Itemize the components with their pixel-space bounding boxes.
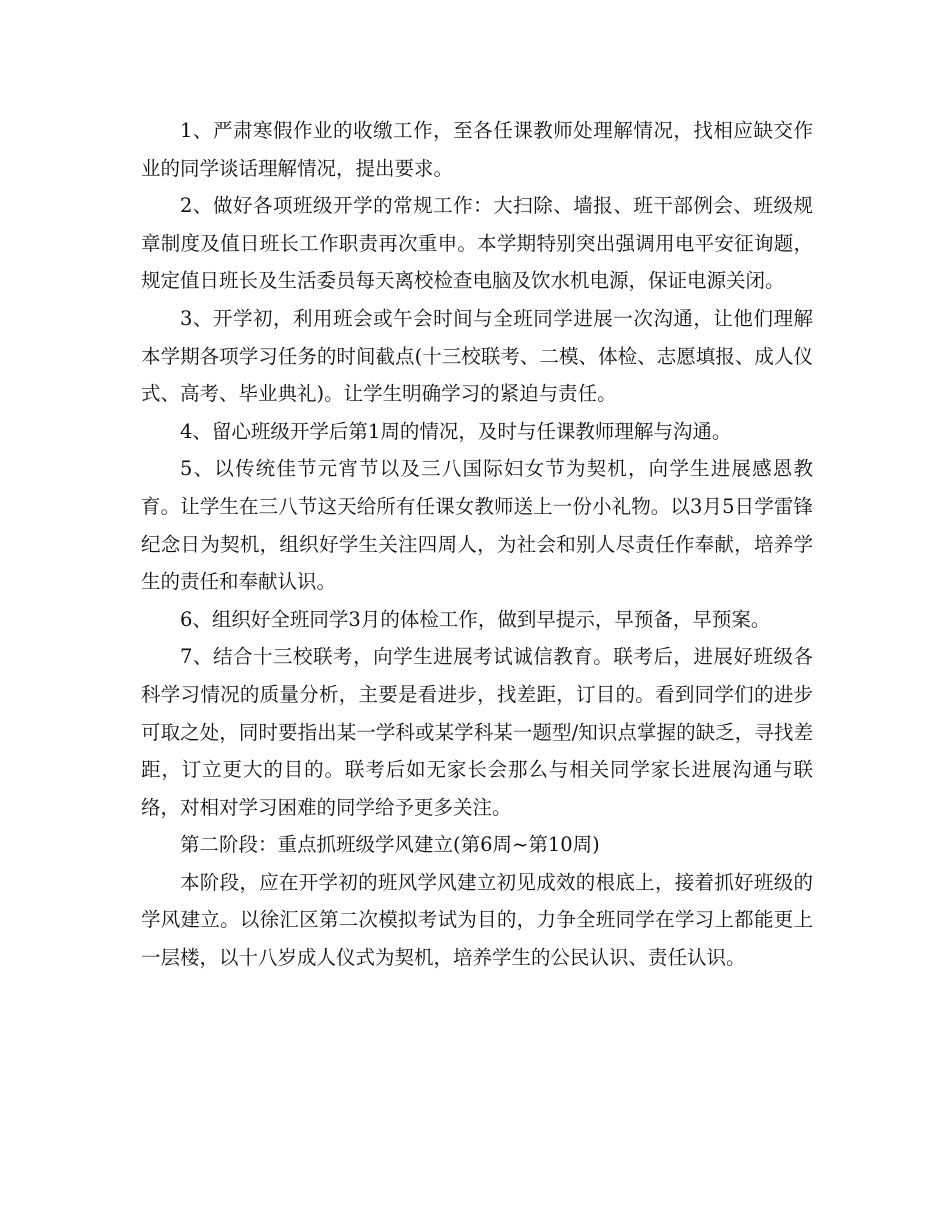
document-page [141, 112, 813, 977]
paragraph-item-6: 6、组织好全班同学3月的体检工作，做到早提示，早预备，早预案。 [180, 607, 771, 631]
paragraph-stage-two-intro: 本阶段，应在开学初的班风学风建立初见成效的根底上，接着抓好班级的学风建立。以徐汇区第二次模拟考试为目的，力争全班同学在学习上都能更上一层楼，以十八岁成人仪式为契机，培养学生的公民认识、责任认识。 [141, 870, 813, 970]
paragraph-item-5: 5、以传统佳节元宵节以及三八国际妇女节为契机，向学生进展感恩教育。让学生在三八节这天给所有任课女教师送上一份小礼物。以3月5日学雷锋纪念日为契机，组织好学生关注四周人，为社会和别人尽责任作奉献，培养学生的责任和奉献认识。 [141, 457, 813, 594]
section-heading-stage-two: 第二阶段：重点抓班级学风建立(第6周~第10周) [180, 833, 600, 857]
paragraph-item-1: 1、严肃寒假作业的收缴工作，至各任课教师处理解情况，找相应缺交作业的同学谈话理解情况，提出要求。 [141, 119, 813, 180]
paragraph-item-2: 2、做好各项班级开学的常规工作：大扫除、墙报、班干部例会、班级规章制度及值日班长工作职责再次重申。本学期特别突出强调用电平安征询题，规定值日班长及生活委员每天离校检查电脑及饮水机电源，保证电源关闭。 [141, 194, 813, 293]
paragraph-item-7: 7、结合十三校联考，向学生进展考试诚信教育。联考后，进展好班级各科学习情况的质量分析，主要是看进步，找差距，订目的。看到同学们的进步可取之处，同时要指出某一学科或某学科某一题型/知识点掌握的缺乏，寻找差距，订立更大的目的。联考后如无家长会那么与相关同学家长进展沟通与联络，对相对学习困难的同学给予更多关注。 [141, 645, 813, 819]
paragraph-item-3: 3、开学初，利用班会或午会时间与全班同学进展一次沟通，让他们理解本学期各项学习任务的时间截点(十三校联考、二模、体检、志愿填报、成人仪式、高考、毕业典礼)。让学生明确学习的紧迫与责任。 [141, 306, 813, 406]
paragraph-item-4: 4、留心班级开学后第1周的情况，及时与任课教师理解与沟通。 [180, 419, 732, 443]
